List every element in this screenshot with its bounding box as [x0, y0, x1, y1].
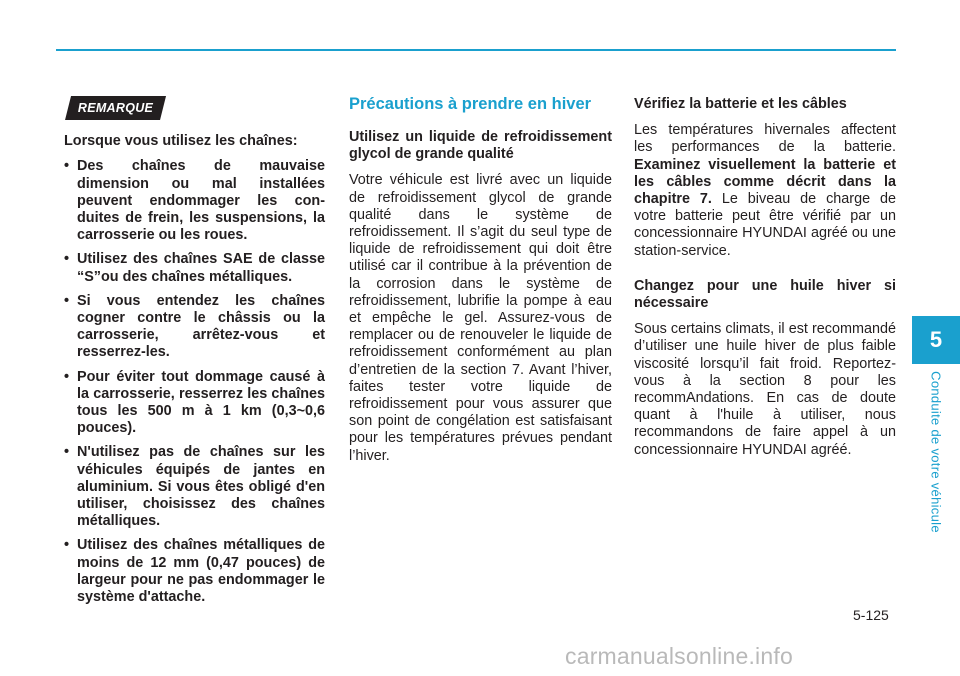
coolant-heading: Utilisez un liquide de refroidissement glycol de grande qualité: [349, 129, 612, 163]
note-item: • N'utilisez pas de chaînes sur les véhicules équipés de jantes en aluminium. Si vous êtes obligé d'en utiliser, choisissez des chaînes métalliques.: [64, 444, 325, 530]
oil-heading: Changez pour une huile hiver si nécessaire: [634, 277, 896, 312]
battery-text: [634, 122, 896, 260]
note-item: • Des chaînes de mauvaise dimension ou mal installées peuvent endommager les con-duites de frein, les suspensions, la carrosserie ou les roues.: [64, 158, 325, 244]
battery-heading: Vérifiez la batterie et les câbles: [634, 96, 847, 112]
note-badge: [65, 96, 166, 120]
header-rule: [56, 49, 896, 51]
watermark-text: carmanualsonline.info: [565, 643, 793, 669]
coolant-text: Votre véhicule est livré avec un liquide de refroidissement glycol de grande qualité dans le système de refroidissement. Il s’agit du seul type de liquide de refroidissement qui doit être utilisé car il contribue à la prévention de la corrosion dans le système de refroidissement, lubrifie la pompe à eau et empêche le gel. Assurez-vous de remplacer ou de renouveler le liquide de refroidissement conformément au plan d’entretien de la section 7. Avant l’hiver, faites tester votre liquide de refroidissement pour vous assurer que son point de congélation est satisfaisant pour les températures prévues pendant l’hiver.: [349, 172, 612, 464]
note-item: • Utilisez des chaînes métalliques de moins de 12 mm (0,47 pouces) de largeur pour ne pas endommager le système d'attache.: [64, 537, 325, 606]
note-column: [64, 96, 325, 613]
note-item: • Utilisez des chaînes SAE de classe “S”ou des chaînes métalliques.: [64, 251, 325, 285]
page-number: 5-125: [853, 607, 889, 623]
battery-oil-column: [634, 96, 896, 459]
battery-text-emphasis: Examinez visuellement la batterie et les câbles comme décrit dans la chapitre 7.: [634, 156, 896, 208]
precautions-column: [349, 96, 612, 465]
section-title: Précautions à prendre en hiver: [349, 95, 592, 113]
battery-text-detail: Le biveau de charge de votre batterie peut être vérifié par un concessionnaire HYUNDAI agréé ou une station-service.: [634, 191, 897, 259]
note-item: • Pour éviter tout dommage causé à la carrosserie, resserrez les chaînes tous les 500 m à 1 km (0,3~0,6 pouces).: [64, 369, 325, 438]
chapter-number: 5: [929, 327, 943, 352]
note-intro: Lorsque vous utilisez les chaînes:: [64, 133, 298, 150]
note-badge-label: REMARQUE: [77, 101, 154, 115]
oil-text: Sous certains climats, il est recommandé d’utiliser une huile hiver de plus faible viscosité lorsqu’il fait froid. Reportez-vous à la section 8 pour les recommAndations. En cas de doute quant à l'huile à utiliser, nous recommandons de faire appel à un concessionnaire HYUNDAI agréé.: [634, 321, 896, 458]
battery-text-intro: Les températures hivernales affectent les performances de la batterie.: [634, 122, 896, 156]
chapter-title-vertical: Conduite de votre véhicule: [928, 371, 944, 533]
note-item: • Si vous entendez les chaînes cogner contre le châssis ou la carrosserie, arrêtez-vous et resserrez-les.: [64, 293, 325, 362]
note-list: [64, 158, 325, 606]
